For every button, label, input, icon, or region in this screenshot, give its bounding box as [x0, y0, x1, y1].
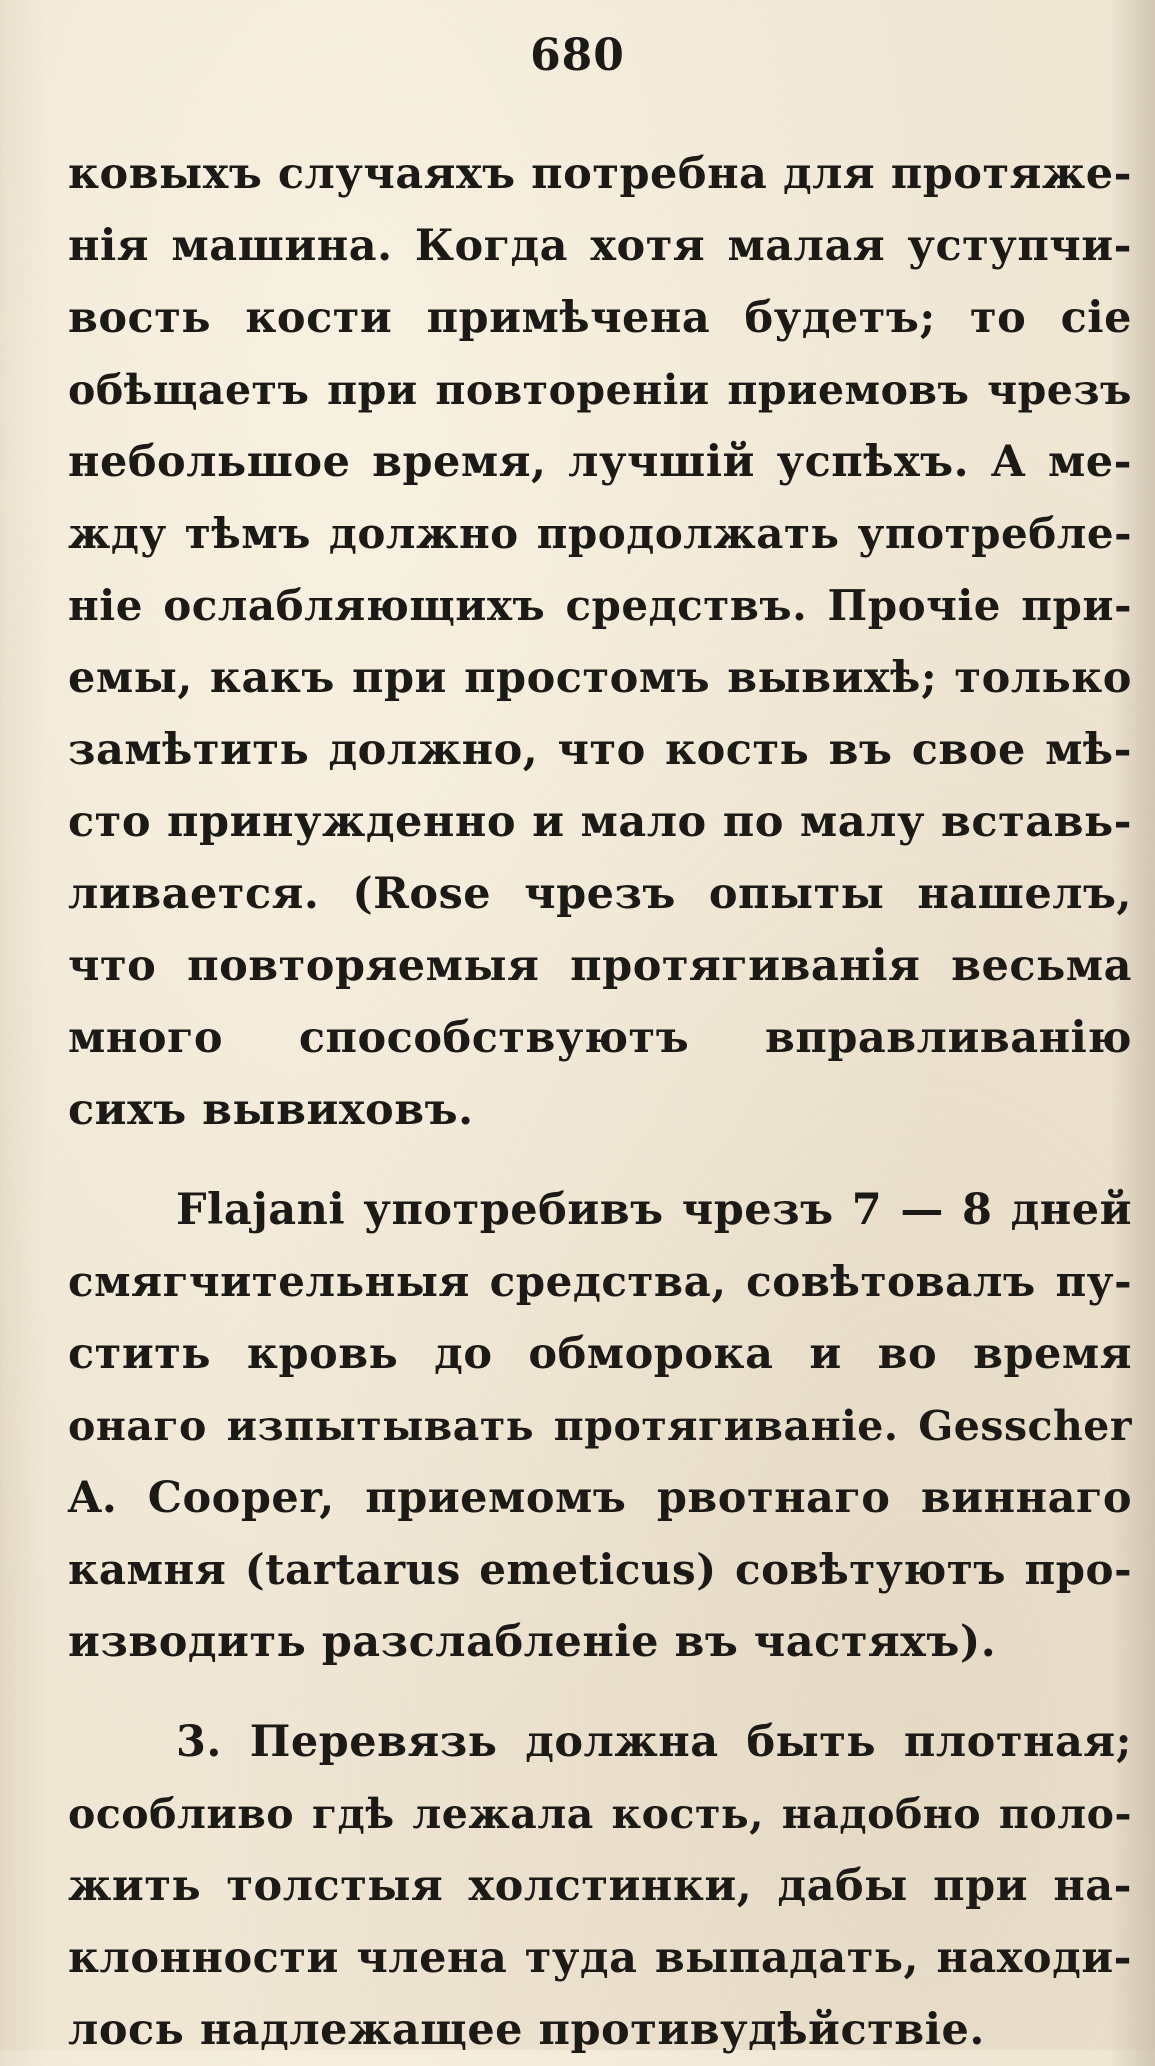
text-line: 3. Перевязь должна быть плотная;	[176, 1717, 1132, 1767]
text-line: замѣтить должно, что кость въ свое мѣ-	[68, 725, 1132, 775]
text-line: ливается. (Rose чрезъ опыты нашелъ,	[68, 869, 1132, 919]
text-line: смягчительныя средства, совѣтовалъ пу-	[68, 1257, 1132, 1306]
text-line: небольшое время, лучшій успѣхъ. А ме-	[68, 437, 1132, 487]
text-line: обѣщаетъ при повтореніи приемовъ чрезъ	[68, 366, 1132, 414]
text-line: что повторяемыя протягиванія весьма	[68, 941, 1132, 991]
text-line: камня (tartarus emeticus) совѣтуютъ про-	[68, 1545, 1132, 1594]
text-line: клонности члена туда выпадать, находи-	[68, 1933, 1132, 1983]
paragraph-1	[68, 138, 1132, 1146]
text-line: емы, какъ при простомъ вывихѣ; только	[68, 653, 1132, 703]
body-text	[68, 138, 1132, 2066]
paragraph-3	[68, 1706, 1132, 2066]
text-line: особливо гдѣ лежала кость, надобно поло-	[68, 1790, 1132, 1838]
page-number: 680	[530, 30, 625, 81]
text-line: лось надлежащее противудѣйствіе.	[68, 2005, 985, 2055]
text-line: вость кости примѣчена будетъ; то сіе	[68, 293, 1132, 343]
text-line: нія машина. Когда хотя малая уступчи-	[68, 221, 1132, 271]
paragraph-2	[68, 1174, 1132, 1678]
text-line: жить толстыя холстинки, дабы при на-	[68, 1861, 1132, 1911]
text-line: много способствуютъ вправливанію	[68, 1013, 1132, 1063]
text-line: A. Cooper, приемомъ рвотнаго виннаго	[68, 1473, 1132, 1523]
paragraph-gap	[68, 1146, 1132, 1174]
text-line: Flajani употребивъ чрезъ 7 — 8 дней	[176, 1185, 1132, 1235]
text-line: онаго изпытывать протягиваніе. Gesscher	[68, 1402, 1132, 1450]
text-line: стить кровь до обморока и во время	[68, 1329, 1132, 1379]
text-line: сихъ вывиховъ.	[68, 1085, 474, 1135]
text-line: жду тѣмъ должно продолжать употребле-	[68, 509, 1132, 558]
paragraph-gap	[68, 1678, 1132, 1706]
text-line: ніе ослабляющихъ средствъ. Прочіе при-	[68, 581, 1132, 630]
text-line: ковыхъ случаяхъ потребна для протяже-	[68, 149, 1132, 199]
text-line: изводить разслабленіе въ частяхъ).	[68, 1617, 997, 1667]
text-line: сто принужденно и мало по малу вставь-	[68, 797, 1132, 847]
